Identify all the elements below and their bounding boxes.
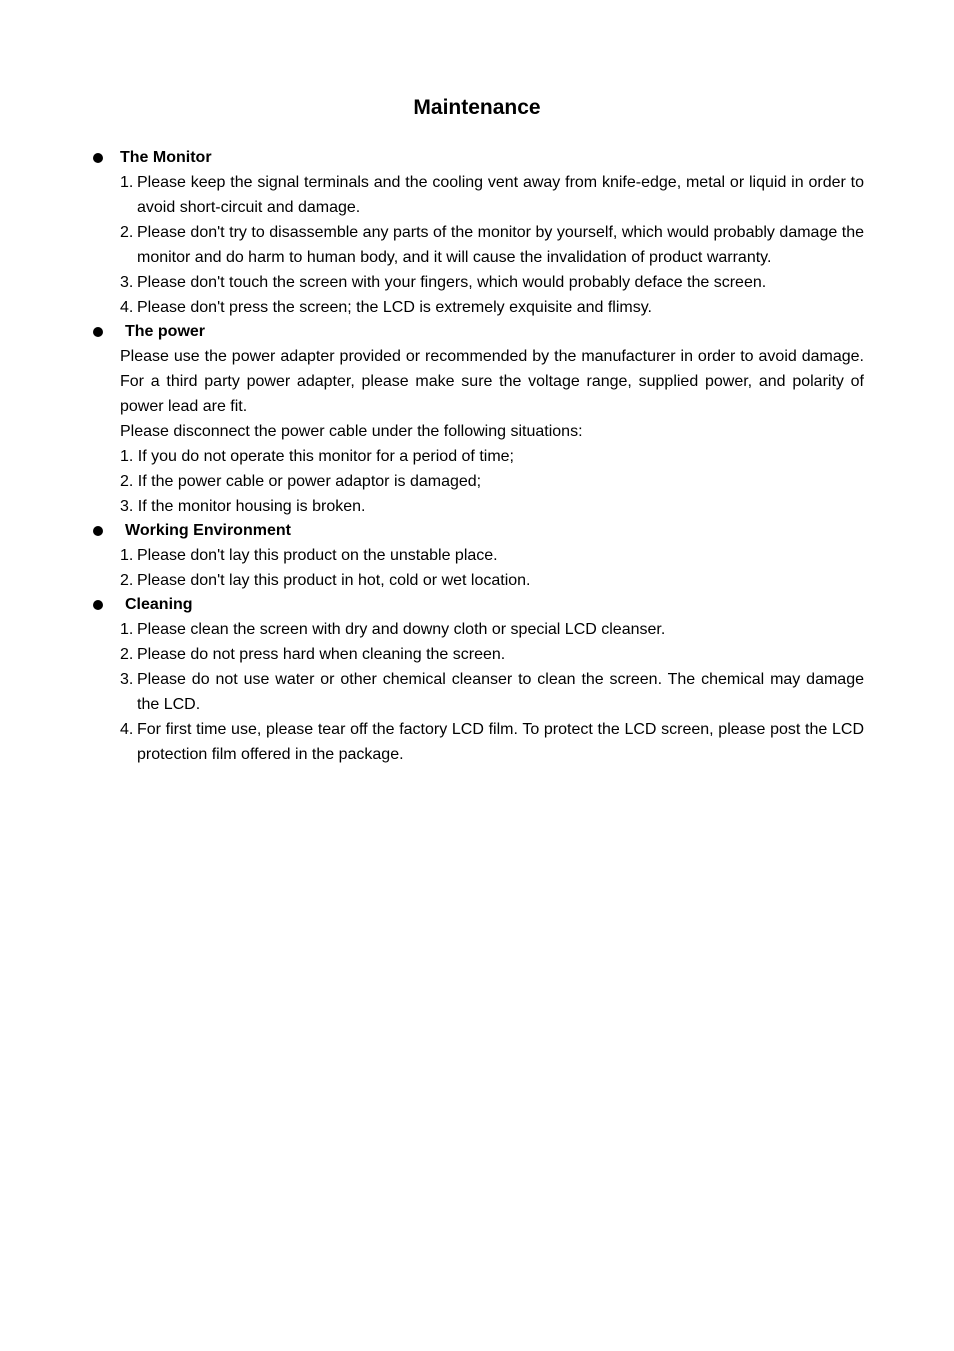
item-number: 1. <box>120 621 134 638</box>
list-item <box>120 568 864 593</box>
bullet-icon <box>93 526 103 536</box>
section-items <box>90 543 864 593</box>
list-item <box>120 543 864 568</box>
section-the-monitor <box>90 146 864 320</box>
list-item <box>120 617 864 642</box>
item-text: Please don't lay this product in hot, cold or wet location. <box>137 572 531 589</box>
list-item <box>120 270 864 295</box>
item-text: Please do not press hard when cleaning the screen. <box>137 646 506 663</box>
section-items <box>90 170 864 320</box>
item-text: Please don't press the screen; the LCD is extremely exquisite and flimsy. <box>137 299 652 316</box>
document-body <box>90 146 864 767</box>
list-item <box>120 717 864 767</box>
item-number: 4. <box>120 299 134 316</box>
section-heading-label: Working Environment <box>125 522 291 539</box>
list-item <box>120 170 864 220</box>
paragraph: 2. If the power cable or power adaptor is damaged; <box>120 473 482 490</box>
item-number: 3. <box>120 671 134 688</box>
bullet-icon <box>93 600 103 610</box>
section-heading <box>90 146 864 170</box>
bullet-icon <box>93 153 103 163</box>
item-number: 2. <box>120 572 134 589</box>
item-text: Please don't touch the screen with your fingers, which would probably deface the screen. <box>137 274 767 291</box>
item-text: For first time use, please tear off the factory LCD film. To protect the LCD screen, please post the LCD protection film offered in the package. <box>137 721 864 763</box>
section-items <box>90 617 864 767</box>
item-number: 1. <box>120 547 134 564</box>
section-heading <box>90 320 864 344</box>
item-number: 1. <box>120 174 134 191</box>
item-text: Please don't try to disassemble any parts of the monitor by yourself, which would probably damage the monitor and do harm to human body, and it will cause the invalidation of product warranty. <box>137 224 864 266</box>
item-number: 4. <box>120 721 134 738</box>
item-number: 2. <box>120 224 134 241</box>
section-items <box>90 344 864 519</box>
item-number: 2. <box>120 646 134 663</box>
section-heading <box>90 593 864 617</box>
section-heading <box>90 519 864 543</box>
section-working-environment <box>90 519 864 593</box>
list-item <box>120 642 864 667</box>
section-heading-label: The Monitor <box>120 149 212 166</box>
list-item <box>120 667 864 717</box>
section-the-power <box>90 320 864 519</box>
item-text: Please keep the signal terminals and the cooling vent away from knife-edge, metal or liquid in order to avoid short-circuit and damage. <box>137 174 864 216</box>
section-cleaning <box>90 593 864 767</box>
paragraph: 1. If you do not operate this monitor for a period of time; <box>120 448 514 465</box>
item-text: Please do not use water or other chemical cleanser to clean the screen. The chemical may damage the LCD. <box>137 671 864 713</box>
paragraph: 3. If the monitor housing is broken. <box>120 498 366 515</box>
item-number: 3. <box>120 274 134 291</box>
paragraph: Please use the power adapter provided or recommended by the manufacturer in order to avoid damage. For a third party power adapter, please make sure the voltage range, supplied power, and polarity of power lead are fit. <box>120 348 864 415</box>
section-heading-label: The power <box>125 323 206 340</box>
item-text: Please clean the screen with dry and downy cloth or special LCD cleanser. <box>137 621 666 638</box>
list-item <box>120 295 864 320</box>
bullet-icon <box>93 327 103 337</box>
page-title: Maintenance <box>413 96 541 119</box>
list-item <box>120 220 864 270</box>
paragraph: Please disconnect the power cable under the following situations: <box>120 423 583 440</box>
section-heading-label: Cleaning <box>125 596 193 613</box>
item-text: Please don't lay this product on the unstable place. <box>137 547 498 564</box>
